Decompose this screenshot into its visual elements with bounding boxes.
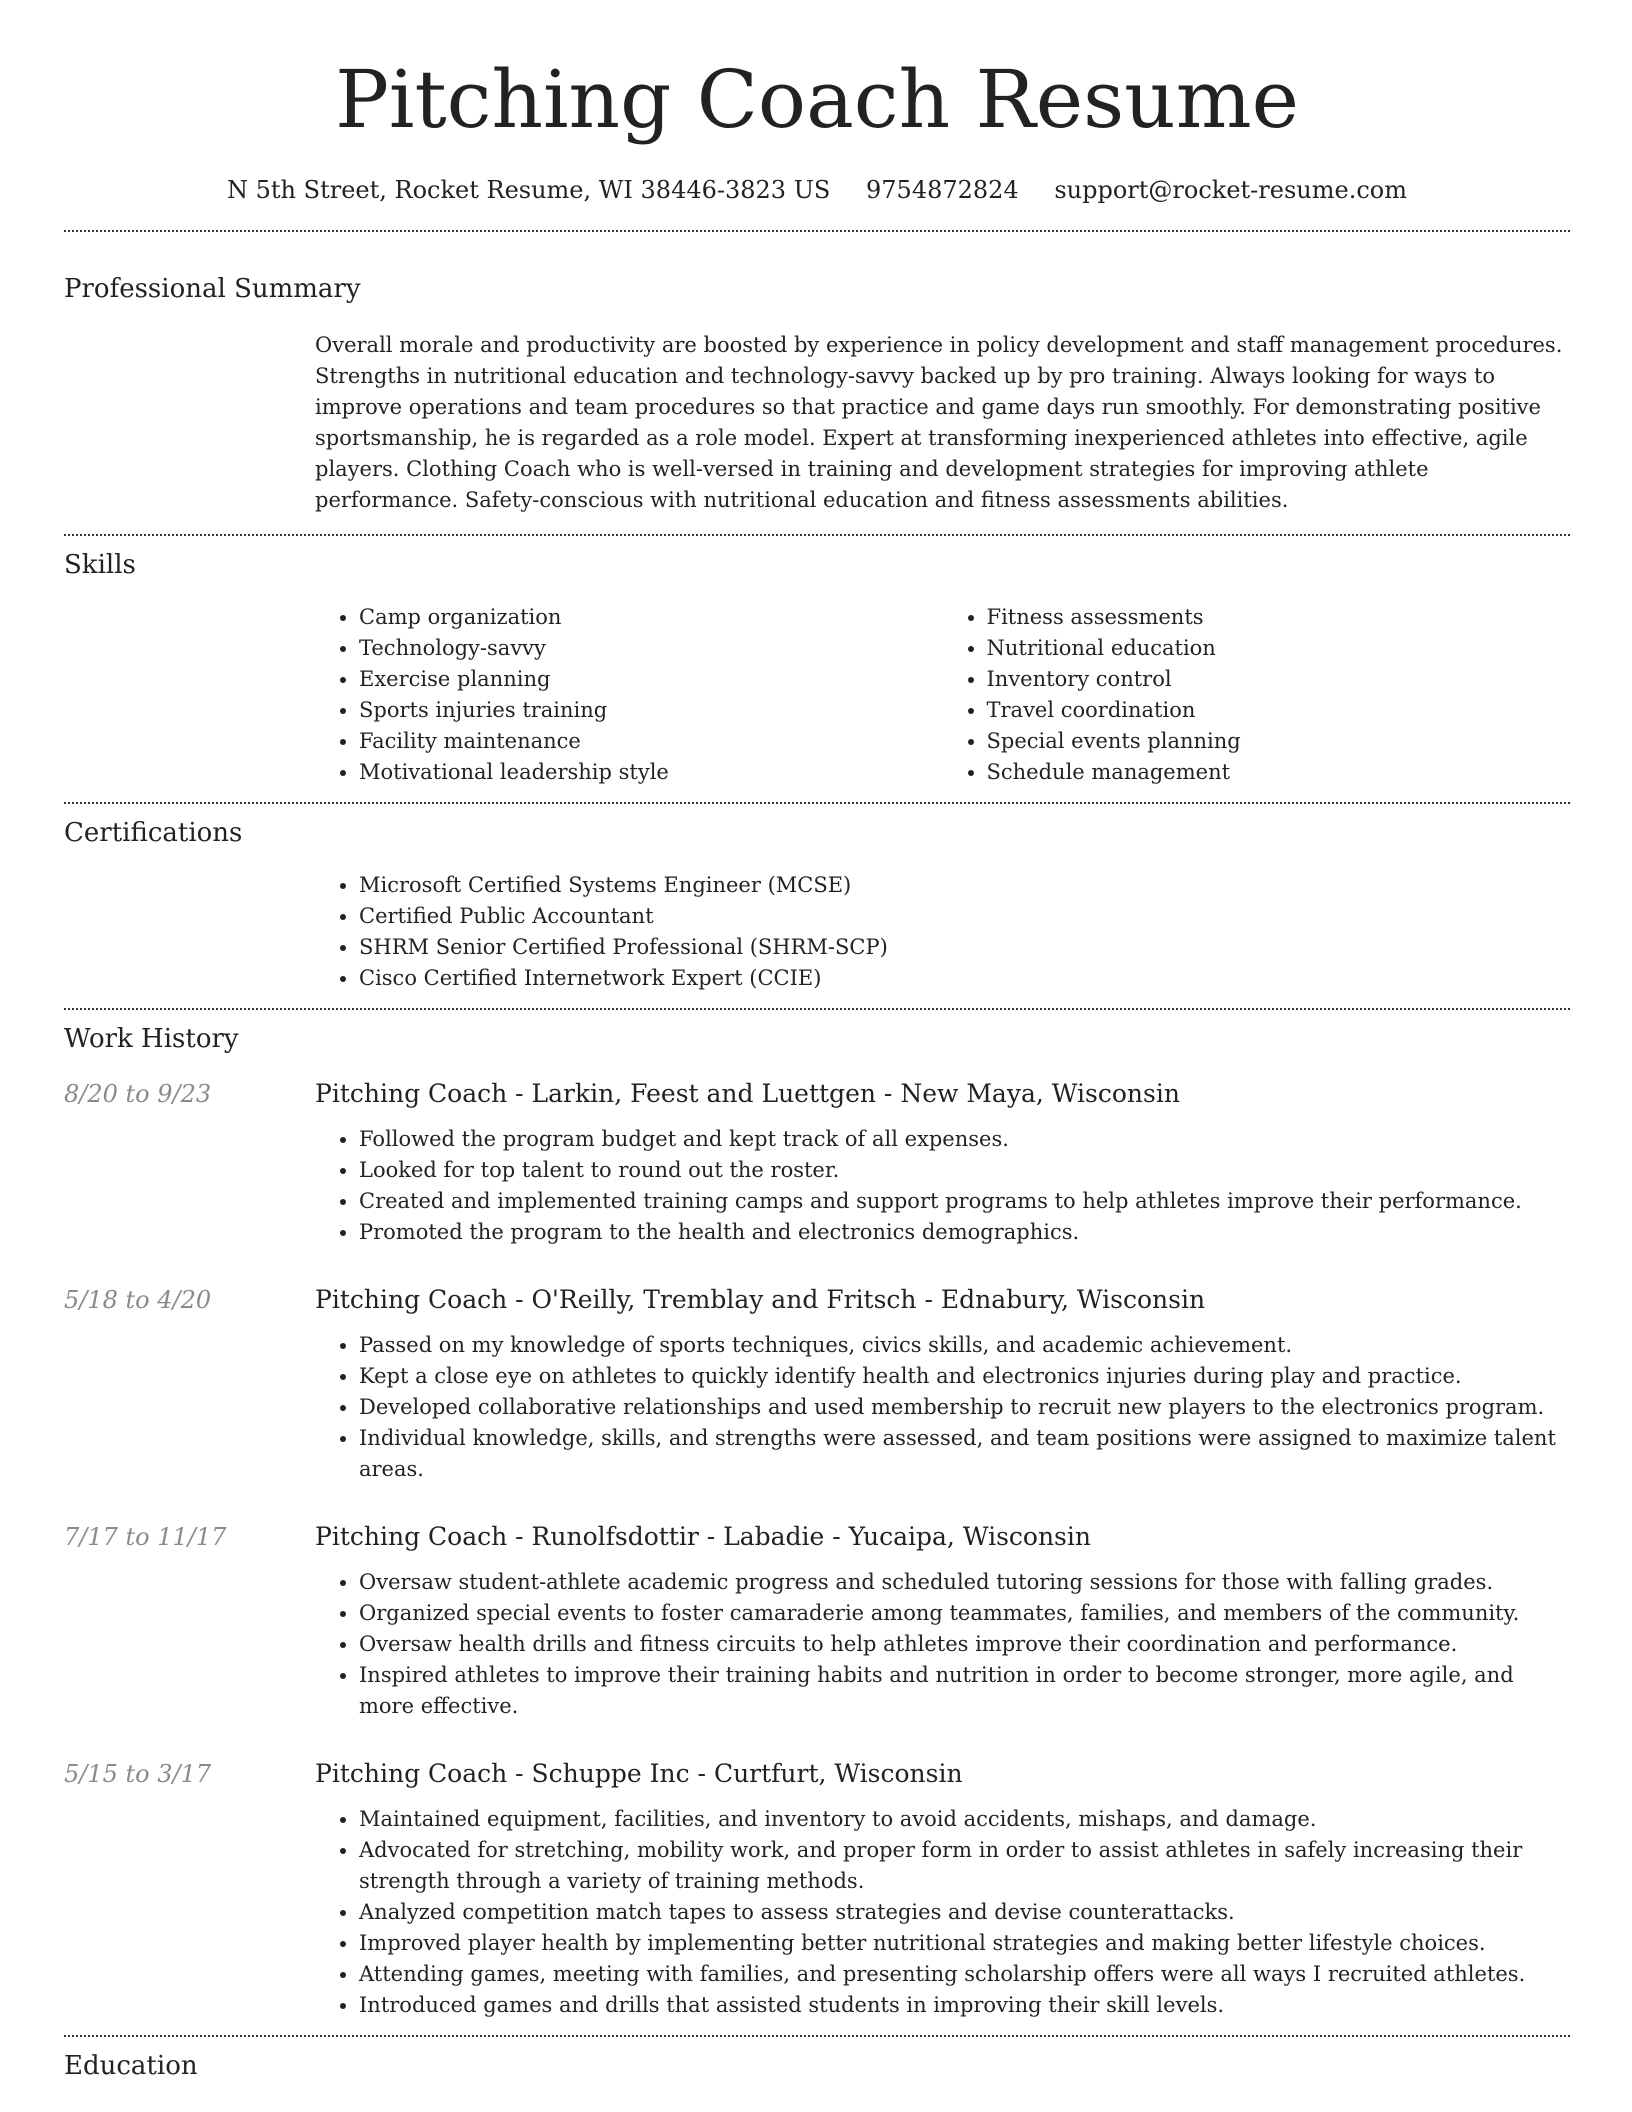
job-bullet: • Analyzed competition match tapes to assess strategies and devise counterattacks. (359, 1897, 1570, 1928)
skill-item: • Facility maintenance (359, 726, 943, 757)
contact-email: support@rocket-resume.com (1054, 176, 1407, 204)
job-entry (64, 1284, 1570, 1485)
job-entry (64, 1078, 1570, 1248)
certification-item: • Microsoft Certified Systems Engineer (MCSE) (359, 870, 1570, 901)
job-bullet: • Followed the program budget and kept track of all expenses. (359, 1124, 1570, 1155)
certification-item: • SHRM Senior Certified Professional (SHRM-SCP) (359, 932, 1570, 963)
work-history-section (64, 1022, 1570, 2021)
job-entry (64, 1758, 1570, 2021)
skill-item: • Nutritional education (987, 633, 1571, 664)
job-title: Pitching Coach - O'Reilly, Tremblay and Fritsch - Ednabury, Wisconsin (315, 1285, 1206, 1314)
skills-columns (315, 602, 1570, 788)
certifications-heading: Certifications (64, 818, 243, 848)
skills-list-right (943, 602, 1571, 788)
skill-item: • Travel coordination (987, 695, 1571, 726)
job-title: Pitching Coach - Schuppe Inc - Curtfurt, Wisconsin (315, 1759, 963, 1788)
certifications-section (64, 816, 1570, 994)
skill-item: • Schedule management (987, 757, 1571, 788)
skill-item: • Inventory control (987, 664, 1571, 695)
job-body (315, 1078, 1570, 1248)
job-bullet: • Developed collaborative relationships and used membership to recruit new players to the electronics program. (359, 1392, 1570, 1423)
job-bullet: • Looked for top talent to round out the roster. (359, 1155, 1570, 1186)
job-title: Pitching Coach - Runolfsdottir - Labadie - Yucaipa, Wisconsin (315, 1522, 1091, 1551)
summary-section (64, 272, 1570, 516)
job-bullet: • Kept a close eye on athletes to quickly identify health and electronics injuries during play and practice. (359, 1361, 1570, 1392)
skills-heading: Skills (64, 550, 136, 580)
job-dates: 5/15 to 3/17 (64, 1760, 212, 1788)
skill-item: • Fitness assessments (987, 602, 1571, 633)
job-bullet: • Maintained equipment, facilities, and inventory to avoid accidents, mishaps, and damage. (359, 1804, 1570, 1835)
certifications-list (315, 870, 1570, 994)
job-bullet: • Attending games, meeting with families, and presenting scholarship offers were all ways I recruited athletes. (359, 1959, 1570, 1990)
divider (64, 534, 1570, 536)
job-bullets (315, 1567, 1570, 1722)
divider (64, 230, 1570, 232)
resume-page (64, 0, 1570, 2083)
work-history-heading: Work History (64, 1024, 239, 1054)
job-bullet: • Oversaw health drills and fitness circuits to help athletes improve their coordination and performance. (359, 1629, 1570, 1660)
job-bullet: • Organized special events to foster camaraderie among teammates, families, and members of the community. (359, 1598, 1570, 1629)
divider (64, 2035, 1570, 2037)
job-bullet: • Passed on my knowledge of sports techniques, civics skills, and academic achievement. (359, 1330, 1570, 1361)
job-body (315, 1284, 1570, 1485)
contact-address: N 5th Street, Rocket Resume, WI 38446-3823 US (227, 176, 831, 204)
job-dates: 8/20 to 9/23 (64, 1080, 212, 1108)
skills-list-left (315, 602, 943, 788)
divider (64, 802, 1570, 804)
job-bullet: • Introduced games and drills that assisted students in improving their skill levels. (359, 1990, 1570, 2021)
page-title: Pitching Coach Resume (335, 53, 1299, 146)
job-bullets (315, 1804, 1570, 2021)
skill-item: • Special events planning (987, 726, 1571, 757)
certification-item: • Cisco Certified Internetwork Expert (CCIE) (359, 963, 1570, 994)
job-bullet: • Inspired athletes to improve their training habits and nutrition in order to become stronger, more agile, and more effective. (359, 1660, 1570, 1722)
job-bullet: • Advocated for stretching, mobility work, and proper form in order to assist athletes in safely increasing their strength through a variety of training methods. (359, 1835, 1570, 1897)
skill-item: • Exercise planning (359, 664, 943, 695)
contact-line (64, 174, 1570, 206)
job-bullet: • Created and implemented training camps and support programs to help athletes improve their performance. (359, 1186, 1570, 1217)
job-dates: 7/17 to 11/17 (64, 1523, 227, 1551)
certification-item: • Certified Public Accountant (359, 901, 1570, 932)
job-bullet: • Improved player health by implementing better nutritional strategies and making better lifestyle choices. (359, 1928, 1570, 1959)
skills-section (64, 548, 1570, 788)
skill-item: • Motivational leadership style (359, 757, 943, 788)
skill-item: • Camp organization (359, 602, 943, 633)
education-heading: Education (64, 2051, 198, 2081)
summary-text: Overall morale and productivity are boosted by experience in policy development and staff management procedures. Strengths in nutritional education and technology-savvy backed up by pro training. Always looking for ways to improve operations and team procedures so that practice and game days run smoothly. For demonstrating positive sportsmanship, he is regarded as a role model. Expert at transforming inexperienced athletes into effective, agile players. Clothing Coach who is well-versed in training and development strategies for improving athlete performance. Safety-conscious with nutritional education and fitness assessments abilities. (315, 333, 1563, 512)
certifications-content (315, 870, 1570, 994)
job-bullet: • Individual knowledge, skills, and strengths were assessed, and team positions were assigned to maximize talent areas. (359, 1423, 1570, 1485)
skill-item: • Sports injuries training (359, 695, 943, 726)
job-body (315, 1758, 1570, 2021)
divider (64, 1008, 1570, 1010)
job-dates: 5/18 to 4/20 (64, 1286, 212, 1314)
job-entry (64, 1521, 1570, 1722)
job-title: Pitching Coach - Larkin, Feest and Luettgen - New Maya, Wisconsin (315, 1079, 1180, 1108)
job-body (315, 1521, 1570, 1722)
job-bullets (315, 1124, 1570, 1248)
job-bullets (315, 1330, 1570, 1485)
summary-heading: Professional Summary (64, 274, 361, 304)
job-bullet: • Oversaw student-athlete academic progress and scheduled tutoring sessions for those with falling grades. (359, 1567, 1570, 1598)
job-bullet: • Promoted the program to the health and electronics demographics. (359, 1217, 1570, 1248)
contact-phone: 9754872824 (866, 176, 1019, 204)
education-section (64, 2049, 1570, 2083)
skill-item: • Technology-savvy (359, 633, 943, 664)
